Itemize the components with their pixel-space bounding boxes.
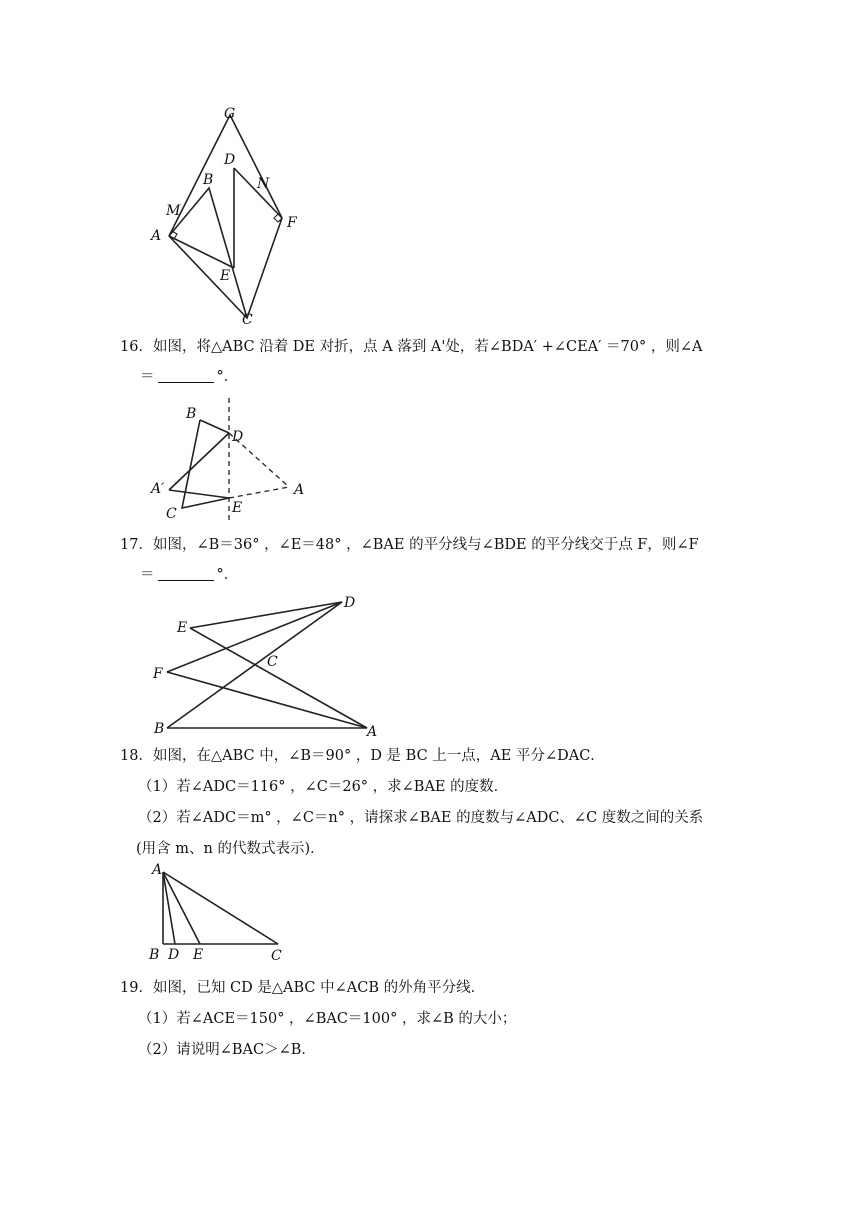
question-16: [120, 332, 740, 392]
fig16-line-bd: [200, 420, 229, 433]
q17-unit: °．: [216, 567, 239, 583]
fig17-label-e: E: [177, 620, 188, 636]
fig18-label-d: D: [168, 947, 180, 963]
q18-part2b: (用含 m、n 的代数式表示)．: [136, 841, 325, 857]
figure-17: [148, 590, 388, 740]
q16-eq: ＝: [140, 369, 155, 385]
q16-answer-blank[interactable]: [158, 366, 214, 383]
q17-answer-blank[interactable]: [158, 564, 214, 581]
question-17: [120, 530, 740, 590]
fig15-label-b: B: [203, 172, 214, 188]
fig15-label-f: F: [287, 215, 297, 231]
fig16-label-a-prime: A′: [151, 481, 165, 497]
q18-text: 18．如图，在△ABC 中，∠B＝90° ，D 是 BC 上一点，AE 平分∠DAC．: [120, 748, 605, 764]
q18-part2: （2）若∠ADC＝m° ，∠C＝n° ，请探求∠BAE 的度数与∠ADC、∠C 度数之间的关系: [138, 810, 704, 826]
fig16-label-c: C: [166, 506, 177, 522]
fig16-line-ae: [169, 490, 229, 498]
fig16-dash-ea: [229, 487, 289, 498]
figure-16: [148, 398, 318, 523]
figure-16-svg: [148, 398, 318, 523]
fig15-label-a: A: [151, 228, 162, 244]
fig17-label-b: B: [154, 721, 165, 737]
q19-part1: （1）若∠ACE＝150° ，∠BAC＝100° ，求∠B 的大小；: [138, 1011, 517, 1027]
fig15-label-e: E: [220, 268, 231, 284]
fig16-label-b: B: [186, 406, 197, 422]
question-18: [120, 741, 740, 771]
fig17-line-ed: [190, 602, 342, 628]
q19-text: 19．如图，已知 CD 是△ABC 中∠ACB 的外角平分线．: [120, 980, 486, 996]
fig17-line-fd: [167, 602, 342, 672]
fig18-label-a: A: [152, 862, 163, 878]
fig18-label-e: E: [193, 947, 204, 963]
q16-unit: °．: [216, 369, 239, 385]
fig18-line-ac: [163, 872, 278, 944]
fig17-line-fa: [167, 672, 367, 728]
q17-answer-line: [120, 560, 740, 590]
fig15-label-m: M: [166, 203, 181, 219]
figure-15: [140, 100, 320, 330]
fig15-label-n: N: [257, 176, 270, 192]
fig15-label-c: C: [242, 312, 253, 328]
q17-text: 17．如图，∠B＝36° ，∠E＝48° ，∠BAE 的平分线与∠BDE 的平分线交于点 F，则∠F: [120, 537, 699, 553]
fig18-label-b: B: [149, 947, 160, 963]
fig15-lines-abc: [169, 188, 247, 318]
q16-answer-line: [120, 362, 740, 392]
q16-text: 16．如图，将△ABC 沿着 DE 对折，点 A 落到 A'处，若∠BDA′ +∠CEA′ ＝70° ，则∠A: [120, 339, 703, 355]
figure-15-svg: [140, 100, 320, 330]
fig16-label-d: D: [232, 429, 244, 445]
figure-18-svg: [145, 860, 295, 965]
figure-17-svg: [148, 590, 388, 740]
fig18-label-c: C: [271, 948, 282, 964]
fig16-line-ad: [169, 433, 229, 490]
fig17-label-f: F: [153, 666, 163, 682]
fig16-label-e: E: [232, 500, 243, 516]
q18-part1: （1）若∠ADC＝116° ，∠C＝26° ，求∠BAE 的度数．: [138, 779, 509, 795]
fig16-label-a: A: [294, 482, 305, 498]
fig17-label-a: A: [367, 724, 378, 740]
fig15-label-g: G: [224, 106, 236, 122]
fig15-label-d: D: [224, 152, 236, 168]
fig17-label-d: D: [344, 595, 356, 611]
q19-part2: （2）请说明∠BAC＞∠B．: [138, 1042, 316, 1058]
fig17-label-c: C: [267, 654, 278, 670]
figure-18: [145, 860, 295, 965]
q17-eq: ＝: [140, 567, 155, 583]
question-19: [120, 973, 740, 1003]
fig17-line-ea: [190, 628, 367, 728]
